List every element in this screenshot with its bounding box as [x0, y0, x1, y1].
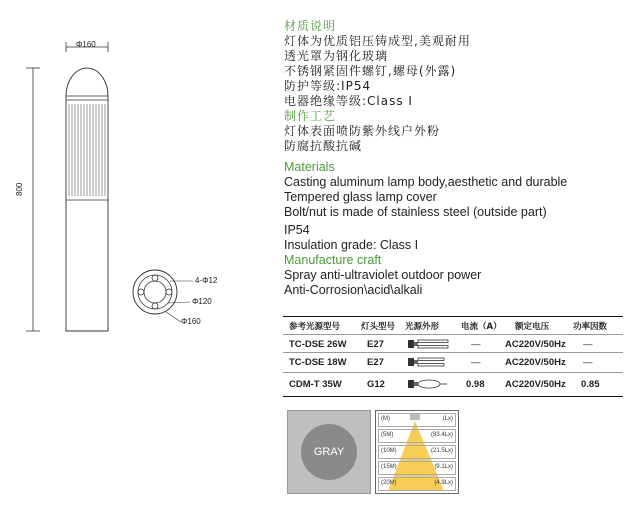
- illum-lux: (21.5Lx): [430, 448, 453, 454]
- col-header-pf: 功率因数: [573, 322, 608, 332]
- material-line-zh: 防护等级:IP54: [284, 79, 372, 93]
- cell-voltage: AC220V/50Hz: [505, 357, 566, 368]
- cell-base: G12: [367, 379, 385, 390]
- col-header-base: 灯头型号: [361, 322, 396, 332]
- col-header-current: 电流（A）: [461, 322, 502, 332]
- material-line-en: Insulation grade: Class I: [284, 238, 419, 252]
- material-line-zh: 电器绝缘等级:Class Ⅰ: [284, 94, 413, 108]
- cell-base: E27: [367, 357, 384, 368]
- cell-pf: —: [583, 339, 593, 350]
- material-line-en: Bolt/nut is made of stainless steel (outside part): [284, 205, 547, 219]
- cell-voltage: AC220V/50Hz: [505, 339, 566, 350]
- illumination-row: [378, 413, 456, 427]
- col-header-model: 参考光源型号: [289, 322, 341, 332]
- cell-base: E27: [367, 339, 384, 350]
- heading-craft-zh: 制作工艺: [284, 109, 337, 123]
- illum-lux: (83.4Lx): [430, 432, 453, 438]
- lamp-shape-icon: [407, 355, 449, 372]
- illumination-chart: [375, 410, 459, 494]
- illum-distance: (20M): [381, 480, 397, 486]
- heading-craft-en: Manufacture craft: [284, 253, 382, 267]
- color-circle: [301, 424, 357, 480]
- holes-label: 4-Φ12: [195, 276, 218, 285]
- material-line-en: Tempered glass lamp cover: [284, 190, 437, 204]
- craft-line-en: Spray anti-ultraviolet outdoor power: [284, 268, 482, 282]
- craft-line-zh: 灯体表面喷防紫外线户外粉: [284, 124, 441, 138]
- illum-distance: (5M): [381, 432, 394, 438]
- illumination-row: [378, 445, 456, 459]
- illum-distance: (15M): [381, 464, 397, 470]
- color-label: GRAY: [313, 446, 345, 458]
- cell-current: —: [471, 339, 481, 350]
- specs-english: [284, 160, 629, 298]
- cell-current: —: [471, 357, 481, 368]
- craft-line-zh: 防腐抗酸抗碱: [284, 139, 363, 153]
- material-line-en: IP54: [284, 223, 310, 237]
- cell-pf: —: [583, 357, 593, 368]
- heading-material-en: Materials: [284, 160, 335, 174]
- illum-distance: (M): [381, 416, 390, 422]
- illumination-row: [378, 477, 456, 491]
- height-label: 800: [15, 182, 24, 196]
- table-rule-bottom: [283, 396, 623, 397]
- cell-model: TC-DSE 26W: [289, 339, 347, 350]
- top-width-label: Φ160: [76, 40, 96, 49]
- illum-lux: (4.9Lx): [434, 480, 453, 486]
- col-header-voltage: 额定电压: [515, 322, 550, 332]
- outer-diameter-label: Φ160: [181, 317, 201, 326]
- bollard-drawing-svg: [0, 0, 280, 521]
- illum-distance: (10M): [381, 448, 397, 454]
- table-rule-top: [283, 316, 623, 317]
- lamp-shape-icon: [407, 377, 449, 394]
- color-swatch: [287, 410, 371, 494]
- cell-model: TC-DSE 18W: [289, 357, 347, 368]
- material-line-zh: 灯体为优质铝压铸成型,美观耐用: [284, 34, 471, 48]
- heading-material-zh: 材质说明: [284, 19, 337, 33]
- specifications: [284, 19, 629, 298]
- specs-chinese: [284, 19, 629, 154]
- inner-diameter-label: Φ120: [192, 297, 212, 306]
- cell-current: 0.98: [466, 379, 485, 390]
- technical-drawing: [0, 0, 280, 521]
- cell-voltage: AC220V/50Hz: [505, 379, 566, 390]
- illumination-row: [378, 429, 456, 443]
- material-line-zh: 透光罩为钢化玻璃: [284, 49, 389, 63]
- material-line-zh: 不锈钢紧固件螺钉,螺母(外露): [284, 64, 457, 78]
- illum-lux: (9.1Lx): [434, 464, 453, 470]
- material-line-en: Casting aluminum lamp body,aesthetic and durable: [284, 175, 568, 189]
- illum-lux: (Lx): [442, 416, 453, 422]
- table-rule: [283, 334, 623, 335]
- cell-pf: 0.85: [581, 379, 600, 390]
- col-header-shape: 光源外形: [405, 322, 440, 332]
- craft-line-en: Anti-Corrosion\acid\alkali: [284, 283, 423, 297]
- illumination-row: [378, 461, 456, 475]
- table-rule: [283, 372, 623, 373]
- cell-model: CDM-T 35W: [289, 379, 342, 390]
- table-rule: [283, 352, 623, 353]
